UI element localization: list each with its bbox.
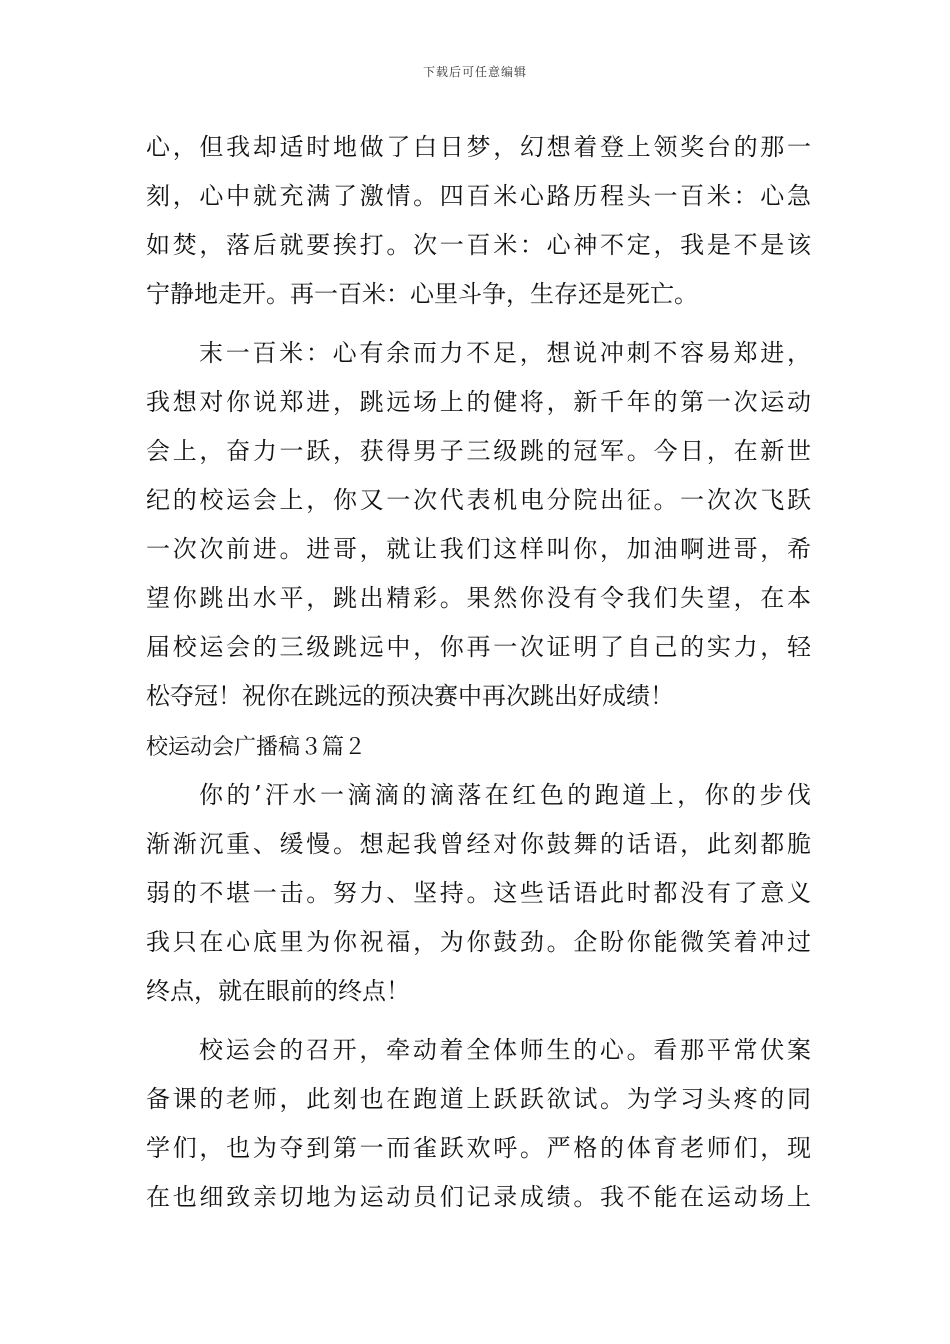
text-line: 终点，就在眼前的终点！ xyxy=(146,977,410,1005)
paragraph xyxy=(146,1026,811,1222)
text-line: 纪的校运会上，你又一次代表机电分院出征。一次次飞跃 xyxy=(146,486,811,514)
text-line: 松夺冠！祝你在跳远的预决赛中再次跳出好成绩！ xyxy=(146,682,674,710)
text-line: 在也细致亲切地为运动员们记录成绩。我不能在运动场上 xyxy=(146,1183,811,1211)
text-line: 会上，奋力一跃，获得男子三级跳的冠军。今日，在新世 xyxy=(146,437,811,465)
text-line: 弱的不堪一击。努力、坚持。这些话语此时都没有了意义 xyxy=(146,879,811,907)
text-line: 宁静地走开。再一百米：心里斗争，生存还是死亡。 xyxy=(146,280,698,308)
paragraph xyxy=(146,329,811,721)
page-header-note: 下载后可任意编辑 xyxy=(422,65,527,79)
text-line: 如焚，落后就要挨打。次一百米：心神不定，我是不是该 xyxy=(146,231,811,259)
text-line: 末一百米：心有余而力不足，想说冲刺不容易郑进， xyxy=(199,339,811,367)
text-line: 届校运会的三级跳远中，你再一次证明了自己的实力，轻 xyxy=(146,633,811,661)
text-line: 我只在心底里为你祝福，为你鼓劲。企盼你能微笑着冲过 xyxy=(146,928,811,956)
text-line: 备课的老师，此刻也在跑道上跃跃欲试。为学习头疼的同 xyxy=(146,1085,811,1113)
document-body xyxy=(146,123,811,1222)
text-line: 刻，心中就充满了激情。四百米心路历程头一百米：心急 xyxy=(146,182,811,210)
paragraph xyxy=(146,771,811,1016)
text-line: 校运会的召开，牵动着全体师生的心。看那平常伏案 xyxy=(199,1036,811,1064)
text-line: 一次次前进。进哥，就让我们这样叫你，加油啊进哥，希 xyxy=(146,535,811,563)
paragraph xyxy=(146,123,811,319)
text-line: 望你跳出水平，跳出精彩。果然你没有令我们失望，在本 xyxy=(146,584,811,612)
text-line: 渐渐沉重、缓慢。想起我曾经对你鼓舞的话语，此刻都脆 xyxy=(146,830,811,858)
text-line: 我想对你说郑进，跳远场上的健将，新千年的第一次运动 xyxy=(146,388,811,416)
section-heading: 校运动会广播稿３篇２ xyxy=(146,735,367,760)
text-line: 心，但我却适时地做了白日梦，幻想着登上领奖台的那一 xyxy=(146,133,811,161)
text-line: 学们，也为夺到第一而雀跃欢呼。严格的体育老师们，现 xyxy=(146,1134,811,1162)
text-line: 你的’汗水一滴滴的滴落在红色的跑道上，你的步伐 xyxy=(199,781,811,809)
